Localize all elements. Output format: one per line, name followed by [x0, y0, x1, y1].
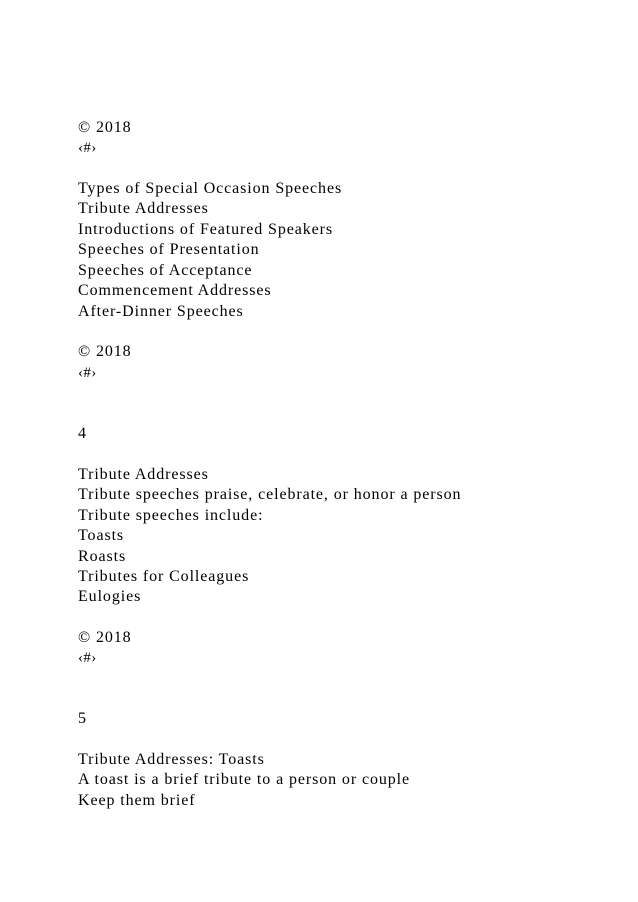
copyright-line: © 2018	[78, 119, 132, 136]
copyright-line: © 2018	[78, 343, 132, 360]
copyright-line: © 2018	[78, 629, 132, 646]
text-line: Tribute speeches praise, celebrate, or honor a person	[78, 486, 462, 503]
text-line: Keep them brief	[78, 792, 196, 809]
text-line: Roasts	[78, 548, 127, 565]
text-line: Speeches of Presentation	[78, 241, 260, 258]
section-title: Tribute Addresses: Toasts	[78, 751, 265, 768]
text-line: Eulogies	[78, 588, 142, 605]
text-line: Tributes for Colleagues	[78, 568, 250, 585]
text-line: Toasts	[78, 527, 125, 544]
slide-number-placeholder: ‹#›	[78, 140, 97, 156]
page-number: 4	[78, 425, 87, 442]
text-line: Commencement Addresses	[78, 282, 272, 299]
section-title: Types of Special Occasion Speeches	[78, 180, 343, 197]
text-line: A toast is a brief tribute to a person or couple	[78, 771, 411, 788]
slide-number-placeholder: ‹#›	[78, 365, 97, 381]
text-line: Speeches of Acceptance	[78, 262, 253, 279]
text-line: Tribute speeches include:	[78, 507, 264, 524]
section-title: Tribute Addresses	[78, 466, 209, 483]
text-line: Tribute Addresses	[78, 200, 209, 217]
page-number: 5	[78, 710, 87, 727]
text-line: Introductions of Featured Speakers	[78, 221, 333, 238]
slide-number-placeholder: ‹#›	[78, 650, 97, 666]
text-line: After-Dinner Speeches	[78, 303, 244, 320]
